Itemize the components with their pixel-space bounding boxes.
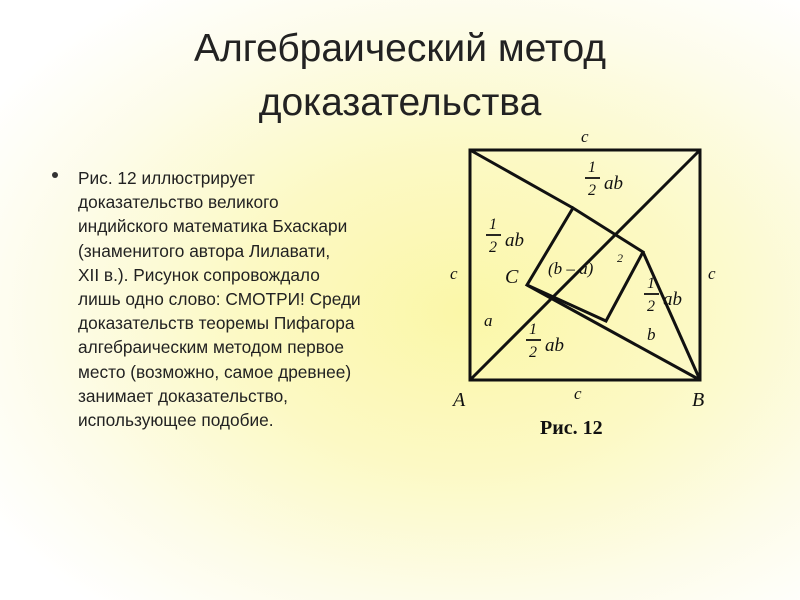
fraction-denominator: 2 bbox=[647, 298, 655, 315]
area-label-right bbox=[644, 275, 682, 315]
fraction-numerator: 1 bbox=[588, 159, 596, 176]
body-line: алгебраическим методом первое bbox=[78, 337, 344, 358]
center-square-exponent: 2 bbox=[617, 251, 623, 265]
label-c-bottom: c bbox=[574, 384, 582, 403]
point-A: A bbox=[453, 389, 466, 411]
body-line: XII в.). Рисунок сопровождало bbox=[78, 264, 320, 285]
body-line: место (возможно, самое древнее) bbox=[78, 361, 352, 382]
fraction-numerator: 1 bbox=[529, 321, 537, 338]
title-line-2: доказательства bbox=[258, 81, 542, 124]
area-ab: ab bbox=[663, 289, 682, 310]
body-line: (знаменитого автора Лилавати, bbox=[78, 240, 331, 261]
area-label-center bbox=[548, 251, 623, 278]
area-label-top bbox=[585, 159, 623, 199]
segment-top-left-to-inner bbox=[470, 150, 573, 208]
body-line: занимает доказательство, bbox=[78, 385, 288, 406]
center-square-area: (b – a) bbox=[548, 259, 594, 278]
area-label-bottom bbox=[526, 321, 564, 361]
label-a: a bbox=[484, 311, 493, 330]
title-line-1: Алгебраический метод bbox=[193, 27, 607, 70]
label-b: b bbox=[647, 325, 656, 344]
fraction-denominator: 2 bbox=[489, 239, 497, 256]
body-line: индийского математика Бхаскари bbox=[78, 216, 348, 237]
fraction-numerator: 1 bbox=[647, 275, 655, 292]
body-line: доказательство великого bbox=[78, 192, 279, 213]
label-c-right: c bbox=[708, 264, 716, 283]
fraction-denominator: 2 bbox=[588, 182, 596, 199]
label-c-top: c bbox=[581, 127, 589, 146]
area-ab: ab bbox=[505, 230, 524, 251]
point-C: C bbox=[505, 266, 519, 288]
area-label-left bbox=[486, 216, 524, 256]
point-B: B bbox=[692, 389, 705, 411]
segment-right-to-inner bbox=[643, 252, 700, 380]
area-ab: ab bbox=[545, 335, 564, 356]
body-line: доказательств теоремы Пифагора bbox=[78, 313, 355, 334]
area-ab: ab bbox=[604, 173, 623, 194]
body-line: использующее подобие. bbox=[78, 410, 274, 431]
fraction-numerator: 1 bbox=[489, 216, 497, 233]
figure-caption: Рис. 12 bbox=[540, 417, 603, 439]
label-c-left: c bbox=[450, 264, 458, 283]
body-line: лишь одно слово: СМОТРИ! Среди bbox=[78, 289, 361, 310]
fraction-denominator: 2 bbox=[529, 344, 537, 361]
body-line: Рис. 12 иллюстрирует bbox=[78, 168, 255, 188]
